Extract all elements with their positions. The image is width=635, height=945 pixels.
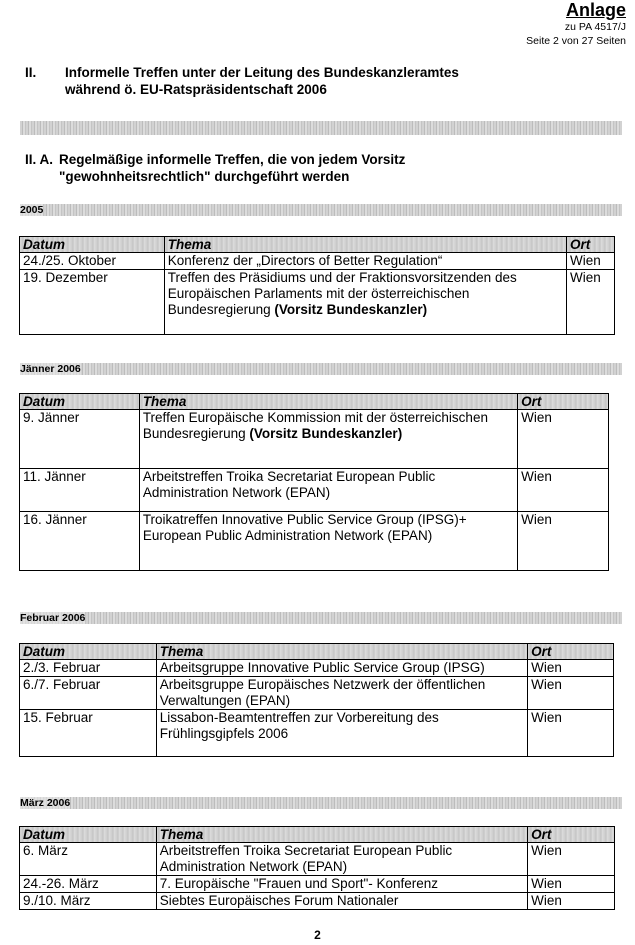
thema-chair-note: (Vorsitz Bundeskanzler) [274,302,428,317]
cell-datum: 16. Jänner [20,512,140,571]
cell-thema [156,876,527,893]
cell-datum: 2./3. Februar [20,660,157,677]
table-row [20,253,615,270]
block-label: 2005 [20,204,44,216]
table-row [20,512,609,571]
cell-ort: Wien [518,469,609,512]
reference-number: zu PA 4517/J [564,21,626,33]
table-header-row [20,394,609,410]
cell-ort: Wien [567,253,615,270]
section-ii-heading [25,64,625,100]
block-band [20,363,622,375]
column-header-ort: Ort [567,237,615,253]
thema-text: Treffen Europäische Kommission mit der österreichischen Bundesregierung [142,410,488,441]
table-row [20,677,614,710]
thema-text: Konferenz der „Directors of Better Regulation“ [167,253,443,268]
schedule-table-jaenner [19,393,609,571]
cell-thema [139,512,517,571]
table-row [20,843,615,876]
cell-ort: Wien [518,410,609,469]
cell-ort: Wien [518,512,609,571]
table-row [20,469,609,512]
column-header-datum: Datum [20,827,157,843]
cell-ort: Wien [528,893,615,910]
column-header-thema: Thema [139,394,517,410]
block-label: Februar 2006 [20,612,86,624]
thema-text: Arbeitsgruppe Europäisches Netzwerk der öffentlichen Verwaltungen (EPAN) [159,677,486,708]
thema-text: 7. Europäische "Frauen und Sport"- Konferenz [159,876,439,891]
section-iia-heading [25,151,625,187]
column-header-datum: Datum [20,237,165,253]
thema-text: Arbeitstreffen Troika Secretariat European Public Administration Network (EPAN) [142,469,436,500]
thema-text: Arbeitstreffen Troika Secretariat European Public Administration Network (EPAN) [159,843,453,874]
cell-datum: 19. Dezember [20,270,165,335]
block-label: März 2006 [20,797,71,809]
section-ii-title: Informelle Treffen unter der Leitung des Bundeskanzleramtes während ö. EU-Ratspräsidentschaft 2006 [65,65,459,97]
table-row [20,660,614,677]
column-header-thema: Thema [164,237,566,253]
table-row [20,893,615,910]
cell-thema [164,253,566,270]
cell-thema [156,893,527,910]
table-row [20,710,614,757]
cell-thema [156,677,527,710]
cell-thema [156,843,527,876]
column-header-thema: Thema [156,644,527,660]
section-iia-title: Regelmäßige informelle Treffen, die von jedem Vorsitz "gewohnheitsrechtlich" durchgeführt werden [59,152,406,184]
cell-ort: Wien [528,677,614,710]
block-band [20,797,622,809]
cell-thema [139,410,517,469]
cell-ort: Wien [567,270,615,335]
table-header-row [20,827,615,843]
thema-text: Arbeitsgruppe Innovative Public Service Group (IPSG) [159,660,485,675]
table-header-row [20,237,615,253]
cell-ort: Wien [528,876,615,893]
page-number: 2 [314,928,321,942]
column-header-thema: Thema [156,827,527,843]
thema-chair-note: (Vorsitz Bundeskanzler) [249,426,403,441]
thema-text: Lissabon-Beamtentreffen zur Vorbereitung des Frühlingsgipfels 2006 [159,710,439,741]
table-row [20,270,615,335]
section-iia-number: II. A. [25,152,54,167]
cell-ort: Wien [528,660,614,677]
block-band [20,612,622,624]
cell-thema [156,660,527,677]
table-header-row [20,644,614,660]
schedule-table-2005 [19,236,615,335]
cell-thema [139,469,517,512]
cell-datum: 11. Jänner [20,469,140,512]
cell-datum: 9. Jänner [20,410,140,469]
column-header-ort: Ort [528,644,614,660]
cell-datum: 6./7. Februar [20,677,157,710]
table-row [20,876,615,893]
cell-thema [164,270,566,335]
cell-ort: Wien [528,843,615,876]
cell-datum: 24./25. Oktober [20,253,165,270]
cell-thema [156,710,527,757]
schedule-table-februar [19,643,614,757]
thema-text: Treffen des Präsidiums und der Fraktionsvorsitzenden des Europäischen Parlaments mit der österreichischen Bundesregierung [167,270,517,317]
block-band [20,204,622,216]
cell-datum: 15. Februar [20,710,157,757]
schedule-table-maerz [19,826,615,910]
column-header-datum: Datum [20,394,140,410]
divider-band [20,121,622,135]
column-header-ort: Ort [528,827,615,843]
thema-text: Troikatreffen Innovative Public Service Group (IPSG)+ European Public Administration Network (EPAN) [142,512,467,543]
block-label: Jänner 2006 [20,363,81,375]
cell-datum: 24.-26. März [20,876,157,893]
section-ii-number: II. [25,65,37,80]
column-header-datum: Datum [20,644,157,660]
column-header-ort: Ort [518,394,609,410]
cell-datum: 6. März [20,843,157,876]
cell-ort: Wien [528,710,614,757]
page-info: Seite 2 von 27 Seiten [526,35,626,47]
table-row [20,410,609,469]
document-label-anlage: Anlage [565,0,626,20]
thema-text: Siebtes Europäisches Forum Nationaler [159,893,399,908]
cell-datum: 9./10. März [20,893,157,910]
